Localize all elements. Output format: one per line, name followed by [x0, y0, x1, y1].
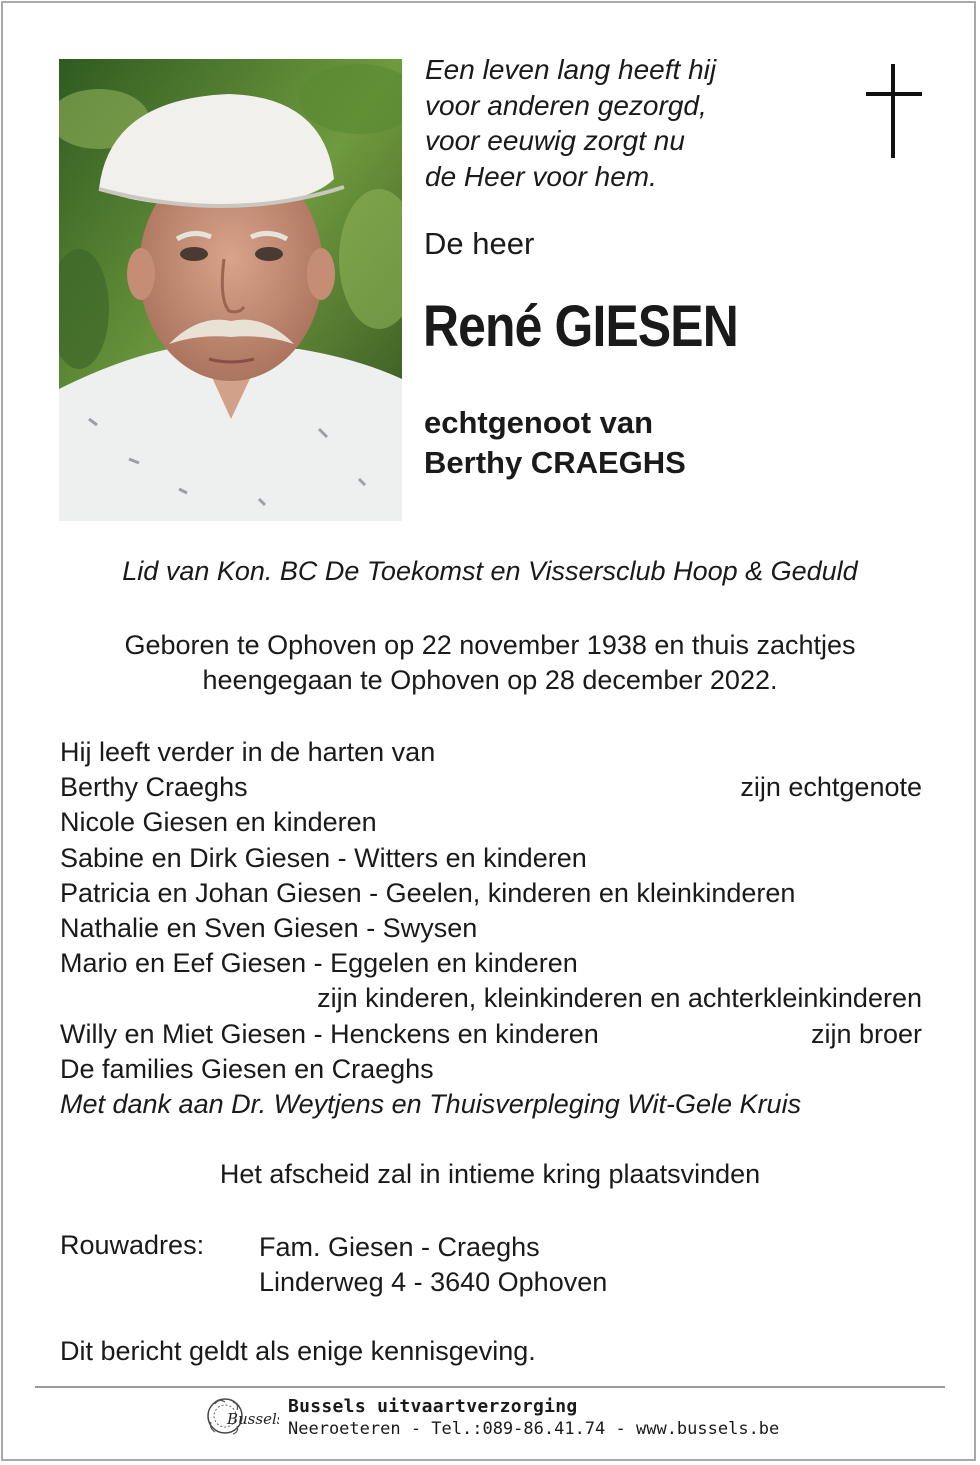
- list-item: [60, 946, 922, 981]
- mourner-names: Nathalie en Sven Giesen - Swysen: [60, 912, 478, 943]
- mourner-names: Mario en Eef Giesen - Eggelen en kinderen: [60, 948, 578, 979]
- list-item: [60, 981, 922, 1016]
- address-block: [259, 1230, 607, 1300]
- address-line: Linderweg 4 - 3640 Ophoven: [259, 1267, 608, 1297]
- verse-line: voor eeuwig zorgt nu: [425, 125, 685, 156]
- mourner-relation: zijn broer: [810, 1018, 922, 1049]
- address-line: Fam. Giesen - Craeghs: [259, 1232, 540, 1262]
- mourners-intro-row: [60, 735, 922, 770]
- list-item: [60, 770, 922, 805]
- spouse-block: [424, 403, 686, 483]
- mourner-names: Nicole Giesen en kinderen: [60, 807, 377, 838]
- mourners-list: [60, 735, 922, 1122]
- logo-wordmark: Bussels: [227, 1410, 279, 1428]
- spouse-name: Berthy CRAEGHS: [424, 445, 686, 480]
- birth-death-line: Geboren te Ophoven op 22 november 1938 en thuis zachtjes: [124, 630, 856, 660]
- farewell-line: Het afscheid zal in intieme kring plaatsvinden: [219, 1159, 761, 1189]
- mourner-names: Patricia en Johan Giesen - Geelen, kinderen en kleinkinderen: [60, 877, 796, 908]
- funeral-home-name: Bussels uitvaartverzorging: [288, 1396, 578, 1417]
- list-item: [60, 911, 922, 946]
- mourner-names: Berthy Craeghs: [60, 772, 248, 803]
- mourner-names: Sabine en Dirk Giesen - Witters en kinderen: [60, 842, 587, 873]
- mourner-relation: zijn kinderen, kleinkinderen en achterkleinkinderen: [317, 983, 922, 1014]
- mourners-intro: Hij leeft verder in de harten van: [60, 737, 436, 767]
- list-item: [60, 876, 922, 911]
- birth-death-line: heengegaan te Ophoven op 28 december 2022.: [202, 665, 778, 695]
- funeral-home-contact: Neeroeteren - Tel.:089-86.41.74 - www.bussels.be: [288, 1419, 780, 1439]
- verse-line: Een leven lang heeft hij: [425, 54, 717, 85]
- birth-death-text: [0, 628, 980, 698]
- mourner-relation: zijn echtgenote: [740, 772, 922, 803]
- address-label: Rouwadres:: [60, 1230, 205, 1260]
- memorial-verse: [425, 52, 716, 194]
- list-item: [60, 1052, 922, 1087]
- mourner-names: De families Giesen en Craeghs: [60, 1053, 434, 1084]
- honorific: De heer: [424, 226, 535, 261]
- thanks-row: [60, 1087, 922, 1122]
- portrait-photo: [59, 59, 402, 521]
- list-item: [60, 805, 922, 840]
- thanks-line: Met dank aan Dr. Weytjens en Thuisverpleging Wit-Gele Kruis: [60, 1088, 802, 1119]
- cross-icon: [866, 64, 922, 158]
- verse-line: de Heer voor hem.: [425, 160, 657, 192]
- verse-line: voor anderen gezorgd,: [425, 89, 707, 121]
- footer-divider: [35, 1386, 945, 1388]
- notice-line: Dit bericht geldt als enige kennisgeving.: [60, 1336, 536, 1366]
- mourner-names: Willy en Miet Giesen - Henckens en kinderen: [60, 1018, 599, 1049]
- spouse-relation: echtgenoot van: [424, 405, 654, 440]
- list-item: [60, 1017, 922, 1052]
- bussels-logo-icon: [203, 1394, 279, 1440]
- deceased-name: René GIESEN: [423, 294, 738, 359]
- list-item: [60, 841, 922, 876]
- membership-line: Lid van Kon. BC De Toekomst en Vissersclub Hoop & Geduld: [122, 556, 858, 586]
